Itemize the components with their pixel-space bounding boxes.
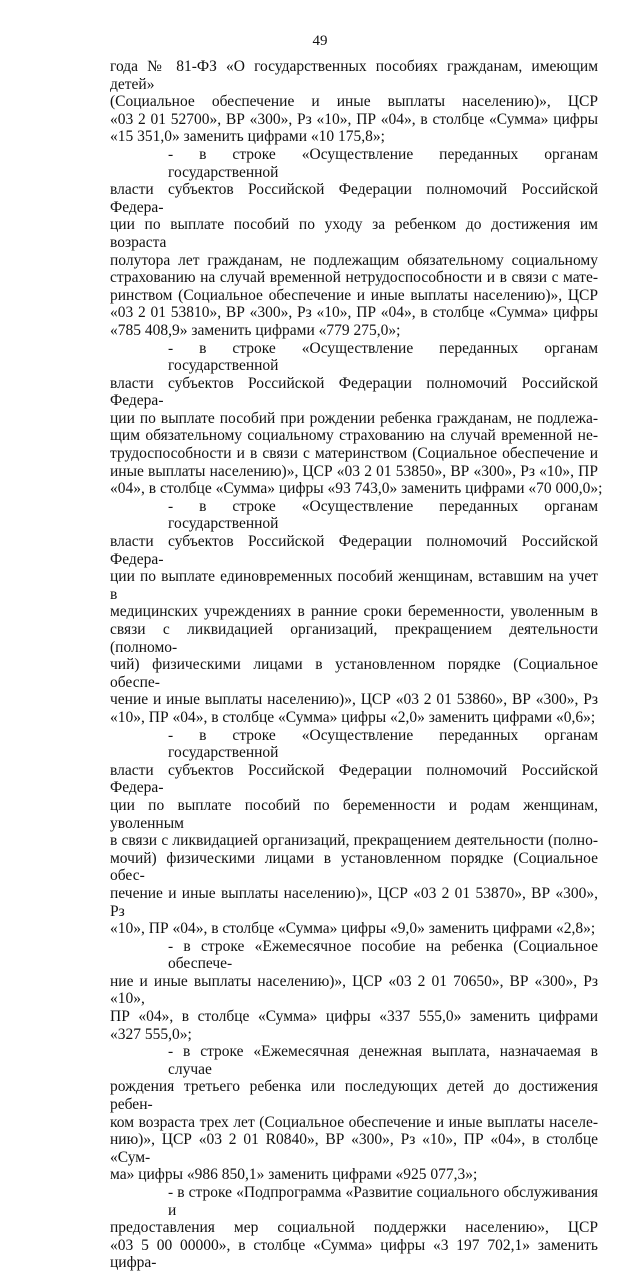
text-line: связи с ликвидацией организаций, прекращением деятельности (полномо- (110, 621, 598, 656)
text-line: ПР «04», в столбце «Сумма» цифры «337 555,0» заменить цифрами (110, 1008, 598, 1026)
text-line: ции по выплате единовременных пособий женщинам, вставшим на учет в (110, 568, 598, 603)
document-body (110, 58, 603, 1272)
text-line: - в строке «Осуществление переданных органам государственной (168, 497, 598, 533)
text-line: чий) физическими лицами в установленном порядке (Социальное обеспе- (110, 656, 598, 691)
text-line: ции по выплате пособий при рождении ребенка гражданам, не подлежа- (110, 409, 598, 427)
text-line: страхованию на случай временной нетрудоспособности и в связи с мате- (110, 269, 598, 287)
text-line: «327 555,0»; (110, 1025, 192, 1043)
text-line: - в строке «Ежемесячное пособие на ребенка (Социальное обеспече- (168, 937, 598, 973)
text-line: мочий) физическими лицами в установленном порядке (Социальное обес- (110, 849, 598, 885)
text-line: ние и иные выплаты населению)», ЦСР «03 2 01 70650», ВР «300», Рз «10», (110, 972, 598, 1008)
text-line: в связи с ликвидацией организаций, прекращением деятельности (полно- (110, 832, 598, 850)
text-line: «03 2 01 52700», ВР «300», Рз «10», ПР «04», в столбце «Сумма» цифры (110, 110, 598, 128)
text-line: власти субъектов Российской Федерации полномочий Российской Федера- (110, 181, 598, 216)
text-line: печение и иные выплаты населению)», ЦСР «03 2 01 53870», ВР «300», Рз (110, 884, 598, 920)
text-line: - в строке «Подпрограмма «Развитие социального обслуживания и (168, 1184, 598, 1219)
text-line: - в строке «Осуществление переданных органам государственной (168, 145, 598, 181)
text-line: «04», в столбце «Сумма» цифры «93 743,0» заменить цифрами «70 000,0»; (110, 480, 603, 498)
text-line: ком возраста трех лет (Социальное обеспечение и иные выплаты населе- (110, 1113, 598, 1131)
text-line: «10», ПР «04», в столбце «Сумма» цифры «9,0» заменить цифрами «2,8»; (110, 920, 596, 938)
text-line: трудоспособности и в связи с материнством (Социальное обеспечение и (110, 445, 598, 463)
text-line: предоставления мер социальной поддержки населению», ЦСР (110, 1219, 598, 1237)
text-line: власти субъектов Российской Федерации полномочий Российской Федера- (110, 761, 598, 797)
text-line: - в строке «Осуществление переданных органам государственной (168, 339, 598, 375)
text-line: щим обязательному социальному страхованию на случай временной не- (110, 427, 598, 445)
text-line: полутора лет гражданам, не подлежащим обязательному социальному (110, 251, 598, 269)
text-line: ринством (Социальное обеспечение и иные выплаты населению)», ЦСР (110, 286, 598, 304)
text-line: чение и иные выплаты населению)», ЦСР «03 2 01 53860», ВР «300», Рз (110, 691, 598, 709)
text-line: (Социальное обеспечение и иные выплаты населению)», ЦСР (110, 93, 598, 111)
text-line: - в строке «Ежемесячная денежная выплата, назначаемая в случае (168, 1043, 598, 1078)
text-line: медицинских учреждениях в ранние сроки беременности, уволенным в (110, 603, 598, 621)
text-line: власти субъектов Российской Федерации полномочий Российской Федера- (110, 374, 598, 410)
text-line: «10», ПР «04», в столбце «Сумма» цифры «2,0» заменить цифрами «0,6»; (110, 708, 596, 726)
text-line: иные выплаты населению)», ЦСР «03 2 01 53850», ВР «300», Рз «10», ПР (110, 462, 598, 480)
text-line: «785 408,9» заменить цифрами «779 275,0»; (110, 321, 401, 339)
page-number: 49 (312, 33, 328, 49)
text-line: власти субъектов Российской Федерации полномочий Российской Федера- (110, 533, 598, 568)
text-line: ции по выплате пособий по беременности и родам женщинам, уволенным (110, 796, 598, 832)
text-line: «15 351,0» заменить цифрами «10 175,8»; (110, 128, 385, 146)
text-line: «03 2 01 53810», ВР «300», Рз «10», ПР «04», в столбце «Сумма» цифры (110, 304, 598, 322)
text-line: ма» цифры «986 850,1» заменить цифрами «925 077,3»; (110, 1166, 478, 1184)
text-line: рождения третьего ребенка или последующих детей до достижения ребен- (110, 1078, 598, 1114)
text-line: «03 5 00 00000», в столбце «Сумма» цифры «3 197 702,1» заменить цифра- (110, 1236, 598, 1272)
text-line: нию)», ЦСР «03 2 01 R0840», ВР «300», Рз «10», ПР «04», в столбце «Сум- (110, 1131, 598, 1166)
text-line: года № 81-ФЗ «О государственных пособиях гражданам, имеющим детей» (110, 58, 598, 93)
text-line: - в строке «Осуществление переданных органам государственной (168, 726, 598, 762)
text-line: ции по выплате пособий по уходу за ребенком до достижения им возраста (110, 216, 598, 251)
